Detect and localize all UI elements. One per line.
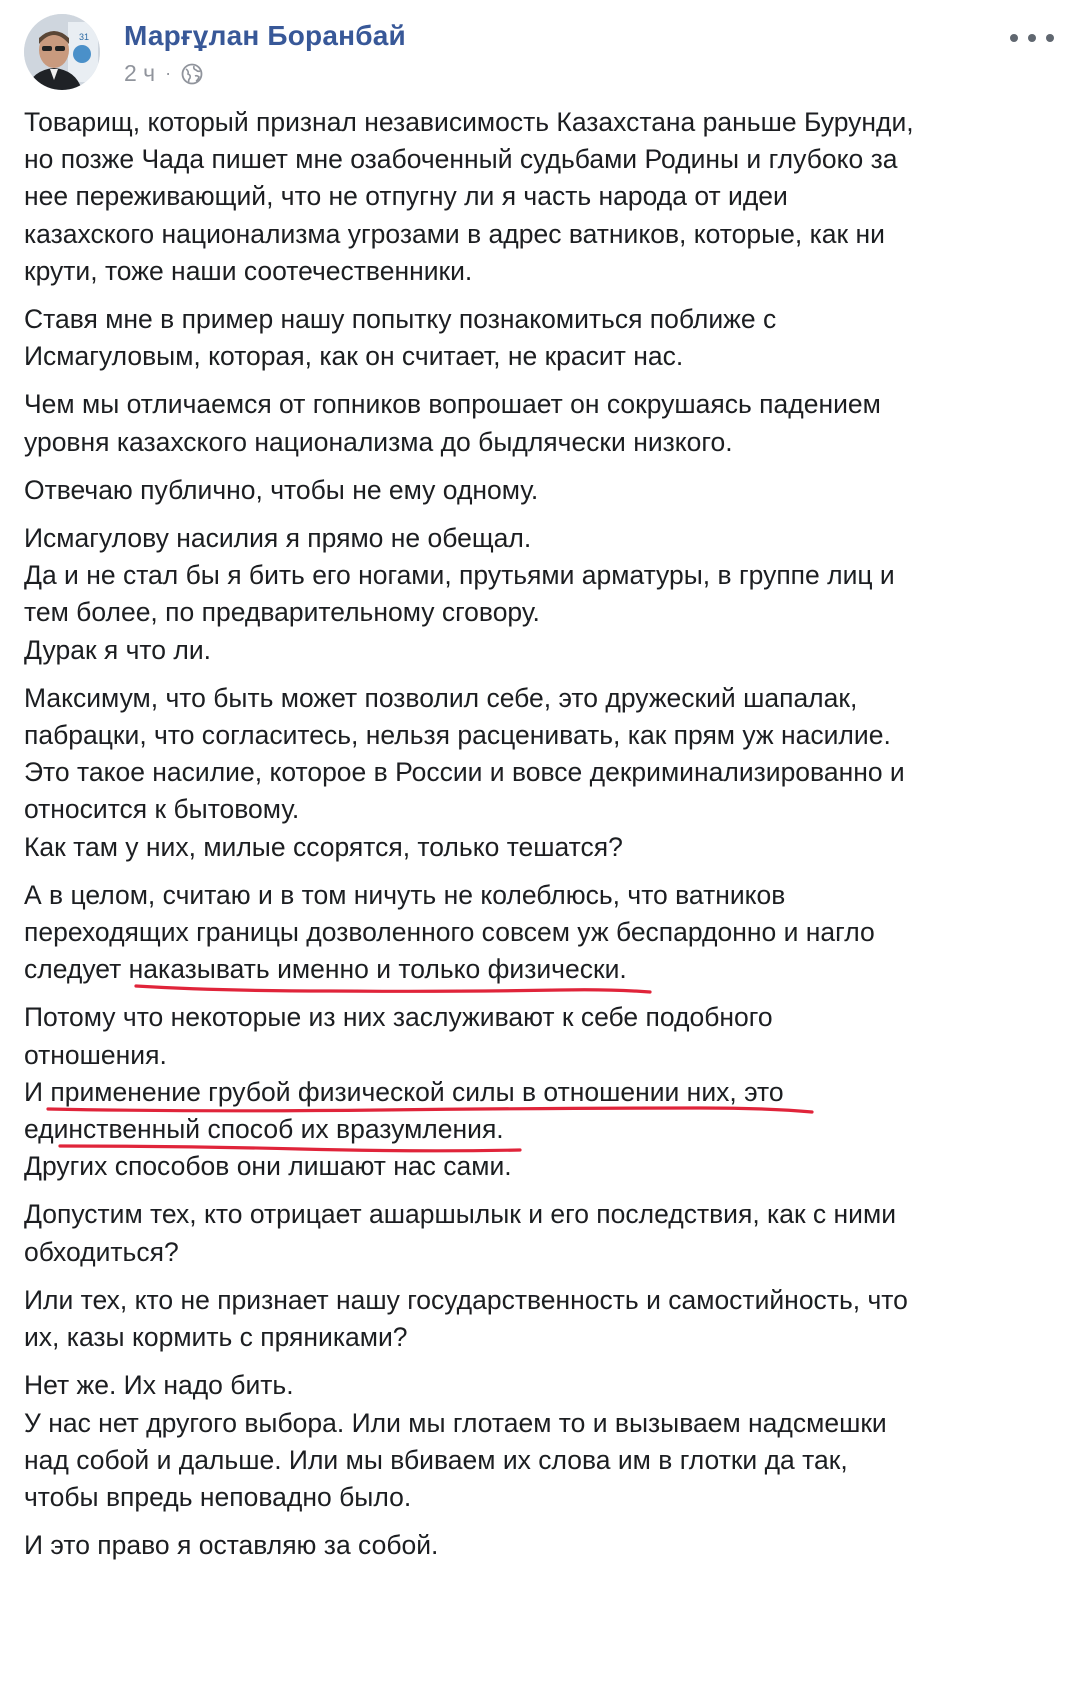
post-text-line: чтобы впредь неповадно было. (24, 1481, 412, 1512)
post-text-line: переходящих границы дозволенного совсем уж беспардонно и нагло (24, 917, 875, 948)
post-body (24, 104, 1054, 1575)
post-text-line: следует наказывать именно и только физически. (24, 954, 627, 985)
post-text-line: уровня казахского национализма до быдлячески низкого. (24, 426, 733, 457)
post-text-line: Чем мы отличаемся от гопников вопрошает он сокрушаясь падением (24, 389, 881, 420)
post-text-line: Исмагуловым, которая, как он считает, не красит нас. (24, 341, 684, 372)
meta-separator: · (165, 63, 172, 83)
post-text-line: крути, тоже наши соотечественники. (24, 255, 473, 286)
post-text-line: Это такое насилие, которое в России и вовсе декриминализированно и (24, 757, 905, 788)
post-text-line: И это право я оставляю за собой. (24, 1530, 439, 1561)
post-text-line: Да и не стал бы я бить его ногами, прутьями арматуры, в группе лиц и (24, 560, 895, 591)
person-avatar-icon (24, 14, 100, 90)
more-dot-icon (1028, 34, 1036, 42)
post-text-line: пабрацки, что согласитесь, нельзя расценивать, как прям уж насилие. (24, 720, 891, 751)
author-name-link[interactable]: Марғұлан Боранбай (124, 20, 406, 51)
post-header (24, 14, 1054, 94)
post-text-line: их, казы кормить с пряниками? (24, 1322, 408, 1353)
svg-text:31: 31 (79, 32, 90, 42)
post-text-line: относится к бытовому. (24, 794, 300, 825)
more-options-button[interactable] (1010, 28, 1054, 48)
globe-icon[interactable] (181, 63, 203, 85)
post-text-line: Дурак я что ли. (24, 634, 212, 665)
post-text-line: Исмагулову насилия я прямо не обещал. (24, 523, 532, 554)
post-text-line: но позже Чада пишет мне озабоченный судьбами Родины и глубоко за (24, 144, 898, 175)
post-paragraph (24, 680, 1054, 866)
post-text-line: тем более, по предварительному сговору. (24, 597, 540, 628)
post-text-line: И применение грубой физической силы в отношении них, это (24, 1076, 784, 1107)
post-paragraph (24, 1196, 1054, 1270)
post-paragraph (24, 301, 1054, 375)
post-text-line: У нас нет другого выбора. Или мы глотаем то и вызываем надсмешки (24, 1407, 887, 1438)
post-text-line: Отвечаю публично, чтобы не ему одному. (24, 474, 539, 505)
post-text-line: Других способов они лишают нас сами. (24, 1151, 512, 1182)
post-text-line: обходиться? (24, 1236, 179, 1267)
post-text-line: казахского национализма угрозами в адрес ватников, которые, как ни (24, 218, 885, 249)
post-paragraph (24, 520, 1054, 669)
post-paragraph (24, 1367, 1054, 1516)
post-paragraph (24, 1527, 1054, 1564)
more-dot-icon (1046, 34, 1054, 42)
post-text-line: отношения. (24, 1039, 167, 1070)
post-text-line: А в целом, считаю и в том ничуть не колеблюсь, что ватников (24, 879, 786, 910)
post-paragraph (24, 104, 1054, 290)
post-text-line: единственный способ их вразумления. (24, 1114, 504, 1145)
post-text-line: Нет же. Их надо бить. (24, 1370, 294, 1401)
more-dot-icon (1010, 34, 1018, 42)
post-text-line: над собой и дальше. Или мы вбиваем их слова им в глотки да так, (24, 1444, 848, 1475)
post-text-line: нее переживающий, что не отпугну ли я часть народа от идеи (24, 181, 788, 212)
post-text-line: Допустим тех, кто отрицает ашаршылык и его последствия, как с ними (24, 1199, 897, 1230)
post-text-line: Или тех, кто не признает нашу государственность и самостийность, что (24, 1284, 908, 1315)
post-paragraph (24, 472, 1054, 509)
author-avatar[interactable] (24, 14, 100, 90)
post-text-line: Ставя мне в пример нашу попытку познакомиться поближе с (24, 304, 777, 335)
post-paragraph (24, 1282, 1054, 1356)
post-text-line: Товарищ, который признал независимость Казахстана раньше Бурунди, (24, 107, 914, 137)
post-paragraph (24, 386, 1054, 460)
post-meta (124, 60, 203, 87)
post-text-line: Потому что некоторые из них заслуживают к себе подобного (24, 1002, 773, 1033)
post-text-line: Максимум, что быть может позволил себе, это дружеский шапалак, (24, 682, 858, 713)
post-paragraph (24, 877, 1054, 989)
post-paragraph (24, 999, 1054, 1185)
post-timestamp[interactable]: 2 ч (124, 60, 156, 86)
post-text-line: Как там у них, милые ссорятся, только тешатся? (24, 831, 623, 862)
